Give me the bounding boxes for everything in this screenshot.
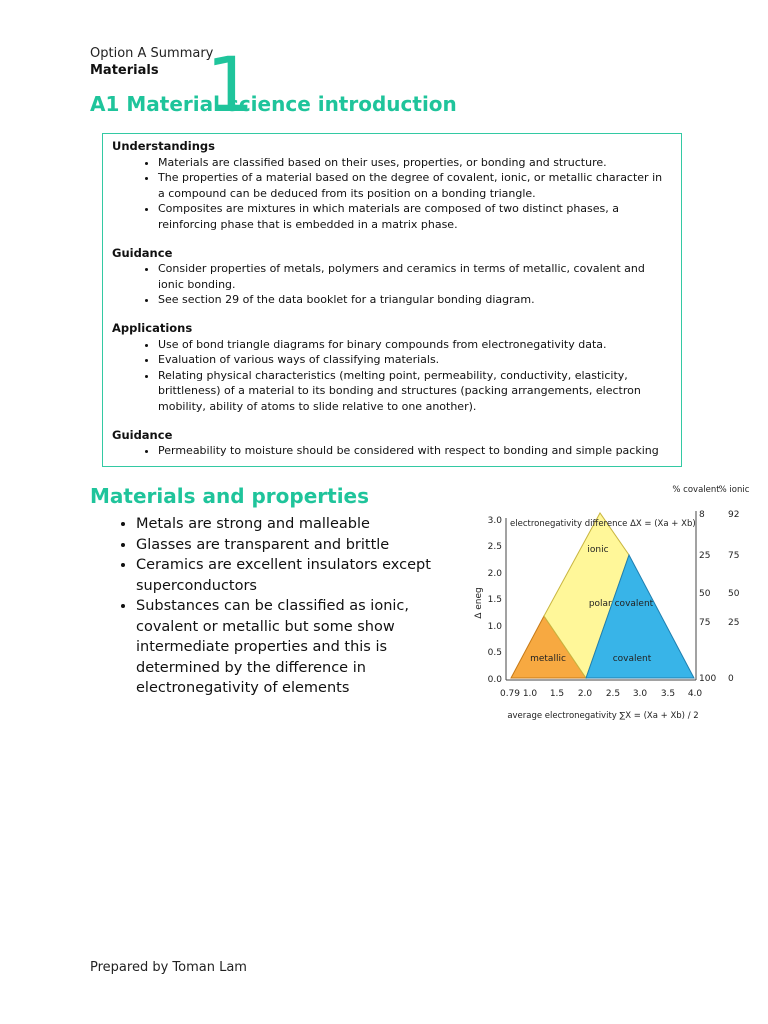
region-label-metallic: metallic	[530, 654, 566, 664]
x-tick: 1.0	[522, 689, 538, 699]
right-ionic-tick: 92	[728, 510, 740, 520]
y-tick: 0.5	[487, 648, 502, 658]
y-tick: 1.5	[487, 595, 502, 605]
guidance-list-2	[112, 443, 672, 459]
right-ionic-tick: 50	[728, 589, 740, 599]
region-label-ionic: ionic	[587, 545, 609, 555]
region-label-polar-covalent: polar covalent	[588, 599, 654, 609]
doc-title: Materials	[90, 63, 159, 78]
right-covalent-tick: 8	[699, 510, 705, 520]
x-axis-label: average electronegativity ∑X = (Xa + Xb) / 2	[507, 711, 699, 721]
page-number: 1	[206, 40, 255, 129]
x-tick: 3.0	[632, 689, 648, 699]
understandings-heading: Understandings	[112, 139, 215, 153]
understandings-section	[112, 139, 672, 233]
y-tick: 2.5	[487, 542, 502, 552]
right-covalent-tick: 100	[699, 674, 717, 684]
list-item: • Ceramics are excellent insulators except superconductors	[136, 555, 452, 596]
applications-heading: Applications	[112, 320, 193, 335]
x-tick: 2.0	[577, 689, 593, 699]
list-item: • Materials are classified based on their uses, properties, or bonding and structure.	[158, 155, 672, 171]
footer-credit: Prepared by Toman Lam	[90, 960, 247, 975]
guidance-heading: Guidance	[112, 245, 173, 260]
list-item: • Glasses are transparent and brittle	[136, 535, 452, 556]
section-heading: A1 Material science introduction	[90, 92, 457, 116]
list-item: • See section 29 of the data booklet for a triangular bonding diagram.	[158, 292, 672, 308]
list-item: • Use of bond triangle diagrams for binary compounds from electronegativity data.	[158, 337, 672, 353]
properties-heading: Materials and properties	[90, 484, 370, 508]
doc-subtitle: Option A Summary	[90, 46, 214, 61]
properties-list	[112, 514, 452, 699]
x-tick: 1.5	[549, 689, 565, 699]
applications-section	[112, 321, 672, 415]
right-ionic-tick: 0	[728, 674, 734, 684]
summary-box	[102, 133, 682, 467]
guidance-section	[112, 246, 672, 308]
annotation: electronegativity difference ΔX = (Xa + Xb)	[510, 519, 696, 529]
guidance-section-2	[112, 428, 672, 459]
properties-list-container	[112, 514, 452, 699]
x-tick: 3.5	[660, 689, 676, 699]
right-header-covalent: % covalent	[672, 485, 720, 495]
list-item: • Consider properties of metals, polymers and ceramics in terms of metallic, covalent and ionic bonding.	[158, 261, 672, 292]
region-label-covalent: covalent	[612, 654, 652, 664]
list-item: • The properties of a material based on the degree of covalent, ionic, or metallic character in a compound can be deduced from its position on a bonding triangle.	[158, 170, 672, 201]
right-covalent-tick: 50	[699, 589, 711, 599]
x-tick: 2.5	[605, 689, 621, 699]
y-tick: 0.0	[487, 675, 502, 685]
y-tick: 1.0	[487, 622, 502, 632]
x-tick: 0.79	[499, 689, 521, 699]
list-item: • Evaluation of various ways of classifying materials.	[158, 352, 672, 368]
guidance-list	[112, 261, 672, 308]
list-item: • Substances can be classified as ionic, covalent or metallic but some show intermediate properties and this is determined by the difference in electronegativity of elements	[136, 596, 452, 699]
list-item: • Relating physical characteristics (melting point, permeability, conductivity, elasticity, brittleness) of a material to its bonding and structures (packing arrangements, electron mobility, ability of atoms to slide relative to one another).	[158, 368, 672, 415]
applications-list	[112, 337, 672, 415]
list-item: • Permeability to moisture should be considered with respect to bonding and simple packing	[158, 443, 672, 459]
right-covalent-tick: 25	[699, 551, 711, 561]
y-tick: 2.0	[487, 569, 502, 579]
list-item: • Metals are strong and malleable	[136, 514, 452, 535]
right-covalent-tick: 75	[699, 618, 711, 628]
x-tick: 4.0	[687, 689, 703, 699]
understandings-list	[112, 155, 672, 233]
bonding-triangle-chart	[466, 478, 756, 738]
right-ionic-tick: 25	[728, 618, 740, 628]
right-header-ionic: % ionic	[718, 485, 750, 495]
guidance-heading-2: Guidance	[112, 427, 173, 442]
right-ionic-tick: 75	[728, 551, 740, 561]
y-axis-label: Δ eneg	[474, 587, 484, 619]
y-tick: 3.0	[487, 516, 502, 526]
list-item: • Composites are mixtures in which materials are composed of two distinct phases, a reinforcing phase that is embedded in a matrix phase.	[158, 201, 672, 232]
